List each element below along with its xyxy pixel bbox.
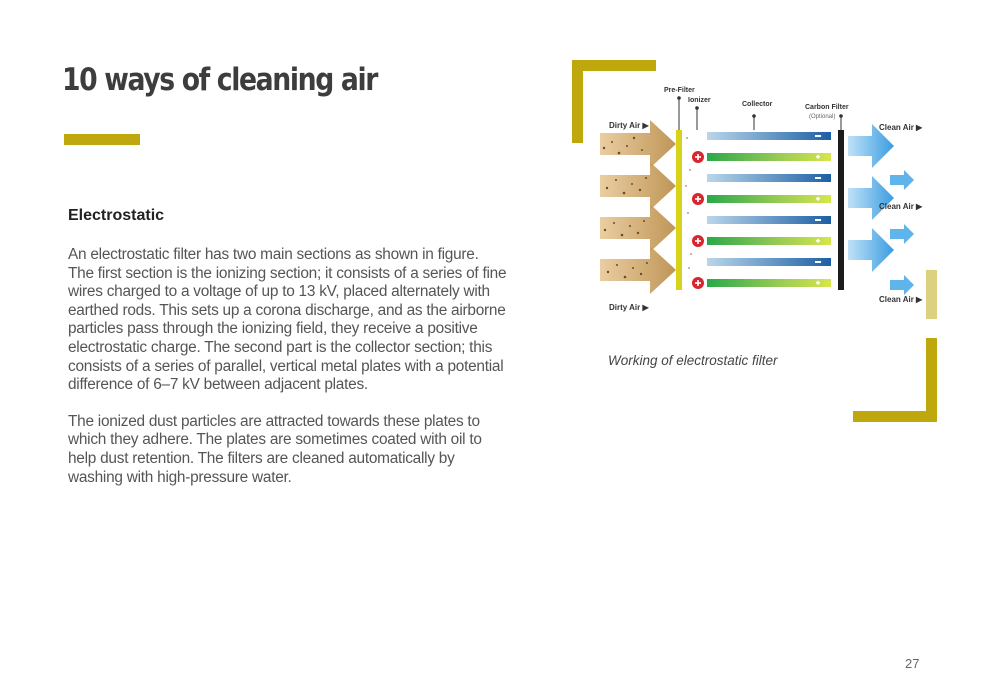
body-text: [68, 246, 508, 505]
electrostatic-filter-diagram: [572, 58, 938, 424]
frame-bracket-top-left: [572, 60, 656, 143]
label-clean-air-top: Clean Air ▶: [879, 123, 923, 132]
label-clean-air-middle: Clean Air ▶: [879, 202, 923, 211]
label-carbon-optional: (Optional): [809, 114, 836, 120]
label-carbon-filter: Carbon Filter: [805, 104, 849, 111]
page-title: 10 ways of cleaning air: [62, 62, 378, 98]
carbon-filter-plate: [838, 130, 844, 290]
title-accent-bar: [64, 134, 140, 145]
collector-plates: [707, 132, 831, 287]
section-heading: Electrostatic: [68, 207, 165, 224]
frame-bracket-bottom-right: [853, 338, 937, 422]
label-dirty-air-bottom: Dirty Air ▶: [609, 303, 649, 312]
label-dirty-air-top: Dirty Air ▶: [609, 121, 649, 130]
page-number: 27: [905, 656, 920, 671]
label-pre-filter: Pre-Filter: [664, 87, 695, 94]
label-collector: Collector: [742, 101, 773, 108]
label-clean-air-bottom: Clean Air ▶: [879, 295, 923, 304]
frame-accent-light: [926, 270, 937, 319]
dirty-air-arrows: [600, 120, 676, 294]
label-ionizer: Ionizer: [688, 97, 711, 104]
paragraph-2: The ionized dust particles are attracted towards these plates to which they adhere. The plates are sometimes coated with oil to help dust retention. The filters are cleaned automatically by washing with high-pressure water.: [68, 412, 482, 486]
pre-filter-plate: [676, 130, 682, 290]
ionizer-wires: [692, 151, 704, 289]
paragraph-1: An electrostatic filter has two main sections as shown in figure. The first section is the ionizing section; it consists of a series of fine wires charged to a voltage of up to 13 kV, placed alternately with earthed rods. This sets up a corona discharge, and as the airborne particles pass through the ionizing field, they receive a positive electrostatic charge. The second part is the collector section; this consists of a series of parallel, vertical metal plates with a potential difference of 6–7 kV between adjacent plates.: [68, 246, 507, 394]
figure-caption: Working of electrostatic filter: [608, 353, 778, 368]
